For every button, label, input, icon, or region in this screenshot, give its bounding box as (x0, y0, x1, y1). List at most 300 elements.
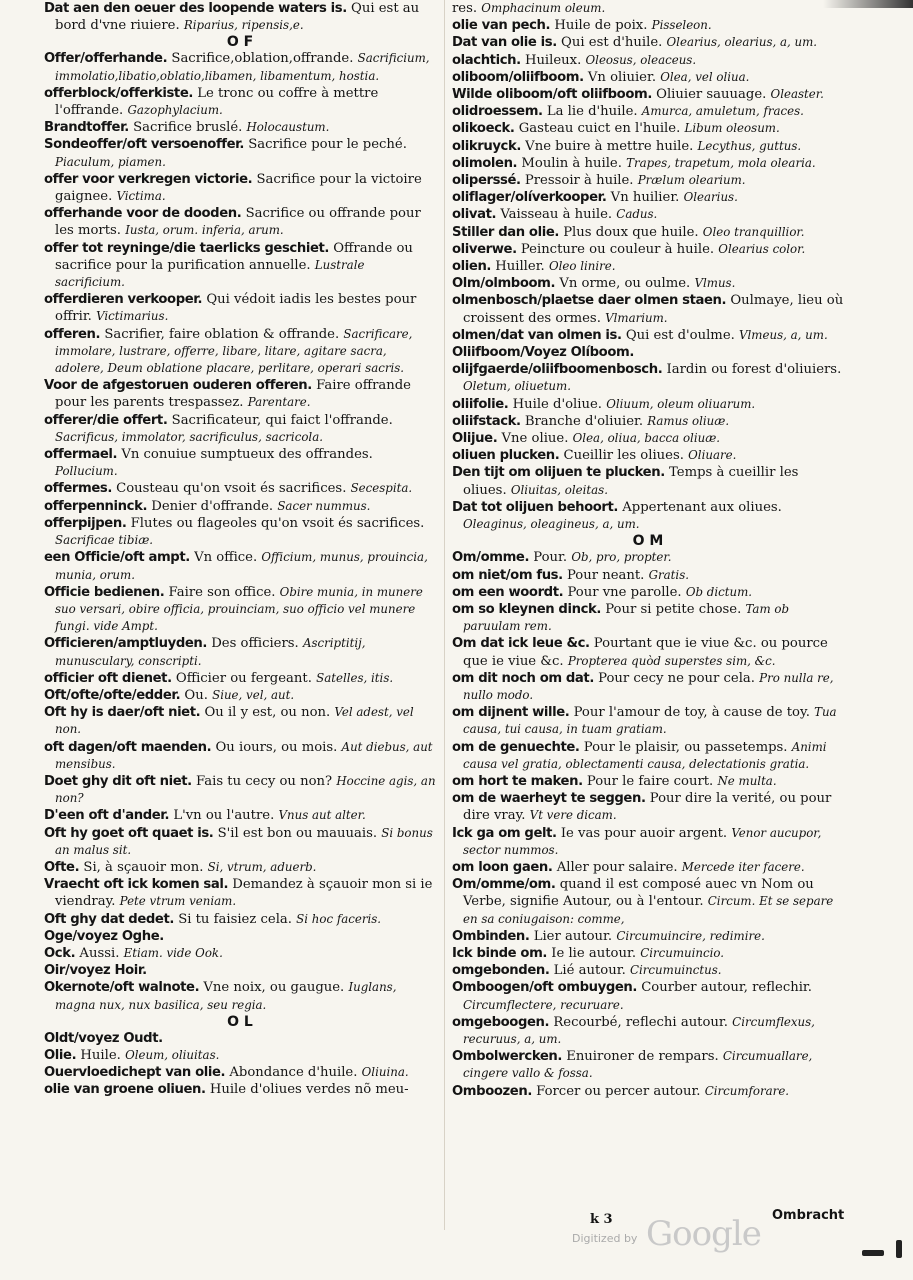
french-gloss: Sacrifice pour le peché. (248, 137, 407, 153)
latin-equivalent: Vel adest, vel non. (55, 705, 414, 737)
french-gloss: Vn oliuier. (587, 69, 657, 85)
latin-equivalent: Ramus oliuæ. (647, 413, 730, 428)
latin-equivalent: Circumforare. (704, 1083, 790, 1098)
headword: Oir/voyez Hoir. (44, 963, 147, 979)
dictionary-entry (44, 171, 436, 205)
dictionary-entry (452, 825, 844, 859)
latin-equivalent: Pollucium. (55, 464, 118, 479)
headword: Vraecht oft ick komen sal. (44, 877, 229, 893)
latin-equivalent: Oliuina. (361, 1065, 409, 1080)
french-gloss: Pour neant. (566, 567, 645, 583)
latin-equivalent: Cadus. (616, 207, 658, 222)
headword: Offer/offerhande. (44, 51, 168, 67)
headword: Oft hy is daer/oft niet. (44, 705, 201, 721)
french-gloss: La lie d'huile. (546, 104, 638, 120)
latin-equivalent: Sacer nummus. (277, 498, 371, 513)
dictionary-entry (44, 635, 436, 669)
french-gloss: Si tu faisiez cela. (178, 911, 292, 927)
latin-equivalent: Victima. (116, 189, 166, 204)
left-column (44, 0, 436, 1099)
latin-equivalent: Omphacinum oleum. (481, 1, 606, 15)
french-gloss: Pour dire la verité, ou pour dire vray. (463, 791, 832, 824)
dictionary-entry (44, 480, 436, 497)
dictionary-entry (44, 807, 436, 824)
headword: Ofte. (44, 859, 80, 875)
latin-equivalent: Circumuallare, cingere vallo & fossa. (463, 1049, 813, 1081)
dictionary-entry (452, 430, 844, 447)
french-gloss: Si, à sçauoir mon. (83, 859, 204, 875)
french-gloss: Huile d'oliues verdes nõ meu- (209, 1082, 409, 1098)
digitized-by-label: Digitized by (572, 1232, 638, 1245)
dictionary-entry (452, 17, 844, 34)
headword: Oft hy goet oft quaet is. (44, 825, 214, 841)
dictionary-entry (452, 52, 844, 69)
dictionary-entry (44, 670, 436, 687)
dictionary-entry (452, 859, 844, 876)
french-gloss: Flutes ou flageoles qu'on vsoit és sacrifices. (130, 515, 425, 531)
headword: Ick binde om. (452, 945, 548, 961)
headword: Omboogen/oft ombuygen. (452, 980, 638, 996)
headword: Ick ga om gelt. (452, 825, 557, 841)
headword: olien. (452, 259, 492, 275)
dictionary-entry (452, 567, 844, 584)
headword: Oge/voyez Oghe. (44, 928, 164, 944)
dictionary-entry (452, 1014, 844, 1048)
headword: oliverwe. (452, 241, 517, 257)
french-gloss: Qui est au bord d'vne riuiere. (55, 1, 420, 34)
french-gloss: S'il est bon ou mauuais. (217, 825, 378, 841)
headword: offerblock/offerkiste. (44, 85, 193, 101)
latin-equivalent: Iuglans, magna nux, nux basilica, seu regia. (55, 980, 397, 1012)
headword: offermael. (44, 447, 118, 463)
latin-equivalent: Riparius, ripensis,e. (183, 18, 304, 33)
headword: om een woordt. (452, 584, 564, 600)
headword: oliuen plucken. (452, 448, 560, 464)
dictionary-entry (452, 704, 844, 738)
dictionary-entry (452, 447, 844, 464)
headword: offerpenninck. (44, 498, 148, 514)
french-gloss: Faire son office. (168, 584, 276, 600)
dictionary-entry (44, 1030, 436, 1047)
dictionary-entry (452, 413, 844, 430)
dictionary-entry (452, 69, 844, 86)
headword: oliboom/oliifboom. (452, 69, 584, 85)
headword: Wilde oliboom/oft oliifboom. (452, 87, 652, 103)
french-gloss: Ie vas pour auoir argent. (560, 825, 728, 841)
section-heading: O L (227, 1013, 253, 1030)
dictionary-entry (44, 687, 436, 704)
latin-equivalent: Ob, pro, propter. (571, 550, 672, 565)
french-gloss: Ou il y est, ou non. (204, 705, 331, 721)
latin-equivalent: Pete vtrum veniam. (119, 894, 237, 909)
french-gloss: Officier ou fergeant. (175, 670, 312, 686)
latin-equivalent: Si, vtrum, aduerb. (207, 859, 317, 874)
french-gloss: Ie lie autour. (551, 945, 637, 961)
latin-equivalent: Ascriptitij, munusculary, conscripti. (55, 636, 366, 668)
headword: Sondeoffer/oft versoenoffer. (44, 137, 245, 153)
headword: Oft/ofte/ofte/edder. (44, 687, 181, 703)
french-gloss: Pour si petite chose. (605, 601, 742, 617)
dictionary-entry (44, 739, 436, 773)
headword: Ombinden. (452, 928, 530, 944)
french-gloss: Pour vne parolle. (567, 584, 682, 600)
dictionary-entry (452, 1048, 844, 1082)
dictionary-entry (44, 498, 436, 515)
french-gloss: Aller pour salaire. (556, 859, 678, 875)
dictionary-entry (452, 155, 844, 172)
headword: olidroessem. (452, 104, 543, 120)
latin-equivalent: Olearius. (683, 190, 738, 205)
french-gloss: Oliuier sauuage. (656, 87, 767, 103)
french-gloss: Sacrificateur, qui faict l'offrande. (171, 412, 393, 428)
french-gloss: Huile d'oliue. (512, 396, 602, 412)
dictionary-entry (44, 962, 436, 979)
dictionary-entry (44, 773, 436, 807)
dictionary-entry (452, 327, 844, 344)
french-gloss: Vaisseau à huile. (500, 207, 613, 223)
headword: Officie bedienen. (44, 584, 165, 600)
latin-equivalent: Trapes, trapetum, mola olearia. (626, 155, 816, 170)
dictionary-entry (44, 825, 436, 859)
latin-equivalent: Circum. Et se separe en sa coniugaison: comme, (463, 894, 834, 926)
french-gloss: Sacrifice,oblation,offrande. (171, 51, 354, 67)
headword: offerer/die offert. (44, 412, 168, 428)
headword: Dat aen den oeuer des loopende waters is. (44, 1, 347, 16)
dictionary-entry (44, 291, 436, 325)
latin-equivalent: Gazophylacium. (127, 103, 223, 118)
french-gloss: Vn conuiue sumptueux des offrandes. (121, 447, 373, 463)
section-heading: O F (226, 34, 254, 51)
headword: Om/omme/om. (452, 877, 556, 893)
latin-equivalent: Lustrale sacrificium. (55, 257, 365, 290)
dictionary-entry (452, 120, 844, 137)
latin-equivalent: Oliuitas, oleitas. (510, 482, 608, 497)
latin-equivalent: Ob dictum. (685, 584, 753, 599)
latin-equivalent: Si hoc faceris. (296, 911, 382, 926)
french-gloss: Pour. (533, 550, 568, 566)
dictionary-entry (44, 85, 436, 119)
latin-equivalent: Pro nulla re, nullo modo. (463, 670, 834, 702)
dictionary-entry (44, 549, 436, 583)
dictionary-entry (452, 172, 844, 189)
french-gloss: Sacrifice ou offrande pour les morts. (55, 206, 421, 239)
latin-equivalent: Circumuincio. (640, 945, 725, 960)
dictionary-entry (452, 739, 844, 773)
headword: om dit noch om dat. (452, 670, 594, 686)
headword: Olm/olmboom. (452, 276, 556, 292)
french-gloss: Demandez à sçauoir mon si ie viendray. (55, 877, 433, 910)
dictionary-entry (44, 911, 436, 928)
french-gloss: Fais tu cecy ou non? (195, 773, 333, 789)
headword: Oliifboom/Voyez Olíboom. (452, 345, 634, 361)
french-gloss: Gasteau cuict en l'huile. (518, 121, 681, 137)
dictionary-entry (452, 292, 844, 326)
headword: offer voor verkregen victorie. (44, 171, 253, 187)
dictionary-entry (452, 103, 844, 120)
dictionary-entry (452, 499, 844, 533)
dictionary-entry (44, 979, 436, 1013)
dictionary-entry (452, 1083, 844, 1100)
latin-equivalent: Piaculum, piamen. (55, 154, 166, 169)
french-gloss: Ou iours, ou mois. (215, 739, 338, 755)
headword: Doet ghy dit oft niet. (44, 773, 192, 789)
french-gloss: Le tronc ou coffre à mettre l'offrande. (55, 85, 379, 119)
french-gloss: Ou. (184, 687, 208, 703)
headword: olijfgaerde/oliifboomenbosch. (452, 362, 663, 378)
dictionary-entry (44, 446, 436, 480)
latin-equivalent: Circumuinctus. (629, 963, 722, 978)
dictionary-entry (452, 945, 844, 962)
headword: Om/omme. (452, 550, 530, 566)
headword: Officieren/amptluyden. (44, 636, 208, 652)
french-gloss: Pressoir à huile. (524, 173, 634, 189)
french-gloss: Vn orme, ou oulme. (559, 276, 691, 292)
latin-equivalent: Pisseleon. (651, 18, 712, 33)
latin-equivalent: Oleo tranquillior. (702, 224, 805, 239)
headword: offermes. (44, 481, 112, 497)
french-gloss: Faire offrande pour les parents trespassez. (55, 378, 411, 411)
headword: olmenbosch/plaetse daer olmen staen. (452, 293, 727, 309)
dictionary-entry (452, 979, 844, 1013)
headword: oliflager/olíverkooper. (452, 190, 607, 206)
latin-equivalent: Olea, vel oliua. (660, 69, 750, 84)
headword: olie van pech. (452, 18, 551, 34)
headword: Olijue. (452, 431, 498, 447)
french-gloss: Branche d'oliuier. (524, 413, 644, 429)
french-gloss: Cousteau qu'on vsoit és sacrifices. (116, 481, 347, 497)
french-gloss: Sacrifice bruslé. (133, 120, 243, 136)
latin-equivalent: Venor aucupor, sector nummos. (463, 825, 822, 857)
french-gloss: Sacrifice pour la victoire gaignee. (55, 171, 422, 205)
latin-equivalent: Olea, oliua, bacca oliuæ. (572, 431, 721, 446)
headword: Dat tot olijuen behoort. (452, 499, 619, 515)
latin-equivalent: Oletum, oliuetum. (463, 379, 571, 394)
dictionary-entry (452, 206, 844, 223)
latin-equivalent: Oleaster. (770, 87, 824, 102)
french-gloss: Qui védoit iadis les bestes pour offrir. (55, 292, 417, 325)
dictionary-entry (452, 344, 844, 361)
latin-equivalent: Aut diebus, aut mensibus. (55, 739, 433, 771)
ink-speck (862, 1250, 884, 1256)
google-watermark: Google (646, 1214, 761, 1254)
headword: om de waerheyt te seggen. (452, 791, 646, 807)
dictionary-entry (44, 377, 436, 411)
french-gloss: Vne buire à mettre huile. (525, 138, 694, 154)
french-gloss: Vn office. (194, 550, 258, 566)
french-gloss: Denier d'offrande. (151, 498, 274, 514)
headword: oliifolie. (452, 396, 509, 412)
dictionary-entry (44, 945, 436, 962)
headword: officier oft dienet. (44, 670, 172, 686)
latin-equivalent: Animi causa vel gratia, oblectamenti causa, delectationis gratia. (463, 739, 827, 771)
french-gloss: res. (452, 1, 478, 16)
dictionary-entry (452, 138, 844, 155)
headword: Dat van olie is. (452, 35, 557, 51)
dictionary-entry (452, 464, 844, 498)
french-gloss: Offrande ou sacrifice pour la purification annuelle. (55, 240, 413, 273)
dictionary-entry (452, 635, 844, 669)
french-gloss: Vn huilier. (610, 190, 680, 206)
dictionary-entry (452, 361, 844, 395)
dictionary-entry (44, 584, 436, 636)
latin-equivalent: Prælum olearium. (637, 173, 746, 188)
headword: olmen/dat van olmen is. (452, 327, 622, 343)
latin-equivalent: Circumflexus, recuruus, a, um. (463, 1014, 815, 1046)
headword: om loon gaen. (452, 859, 553, 875)
latin-equivalent: Oleum, oliuitas. (125, 1047, 220, 1062)
right-column (452, 0, 844, 1100)
latin-equivalent: Oleosus, oleaceus. (585, 52, 697, 67)
headword: offerpijpen. (44, 515, 127, 531)
dictionary-entry (452, 790, 844, 824)
headword: Voor de afgestoruen ouderen offeren. (44, 378, 312, 394)
dictionary-entry (44, 1047, 436, 1064)
latin-equivalent: Tam ob paruulam rem. (463, 601, 790, 634)
headword: oliperssé. (452, 173, 521, 189)
latin-equivalent: Holocaustum. (246, 120, 330, 135)
dictionary-entry (44, 704, 436, 738)
french-gloss: Moulin à huile. (521, 155, 622, 171)
headword: om so kleynen dinck. (452, 601, 601, 617)
headword: offerdieren verkooper. (44, 292, 203, 308)
headword: oft dagen/oft maenden. (44, 739, 212, 755)
french-gloss: Recourbé, reflechi autour. (553, 1014, 728, 1030)
dictionary-entry (452, 86, 844, 103)
latin-equivalent: Sacrificus, immolator, sacrificulus, sacricola. (55, 429, 323, 444)
headword: olikruyck. (452, 138, 521, 154)
latin-equivalent: Circumuincire, redimire. (616, 928, 765, 943)
dictionary-entry (452, 224, 844, 241)
latin-equivalent: Obire munia, in munere suo versari, obire officia, prouinciam, suo officio vel munere fungi. vide Ampt. (55, 584, 423, 634)
french-gloss: Oulmaye, lieu où croissent des ormes. (463, 293, 844, 326)
dictionary-entry (452, 876, 844, 928)
dictionary-entry (44, 119, 436, 136)
headword: om dijnent wille. (452, 705, 570, 721)
headword: een Officie/oft ampt. (44, 550, 190, 566)
headword: Stiller dan olie. (452, 224, 559, 240)
latin-equivalent: Sacrificium, immolatio,libatio,oblatio,libamen, libamentum, hostia. (55, 51, 430, 83)
dictionary-entry (452, 396, 844, 413)
latin-equivalent: Oliuum, oleum oliuarum. (606, 396, 756, 411)
headword: om hort te maken. (452, 773, 583, 789)
dictionary-entry (452, 962, 844, 979)
section-heading: O M (632, 533, 664, 550)
signature-mark: k 3 (590, 1212, 613, 1227)
headword: olachtich. (452, 52, 521, 68)
dictionary-entry (44, 205, 436, 239)
french-gloss: L'vn ou l'autre. (173, 808, 275, 824)
latin-equivalent: Olearius color. (718, 241, 806, 256)
french-gloss: Huile de poix. (554, 18, 648, 34)
french-gloss: Huiller. (495, 259, 545, 275)
dictionary-entry (44, 515, 436, 549)
french-gloss: Plus doux que huile. (563, 224, 699, 240)
headword: olivat. (452, 207, 497, 223)
latin-equivalent: Ne multa. (717, 773, 777, 788)
french-gloss: Peincture ou couleur à huile. (520, 241, 715, 257)
french-gloss: Iardin ou forest d'oliuiers. (666, 362, 842, 378)
headword: Ombolwercken. (452, 1049, 562, 1065)
headword: omgeboogen. (452, 1014, 550, 1030)
catchword: Ombracht (772, 1208, 845, 1223)
french-gloss: Lié autour. (553, 963, 626, 979)
dictionary-entry (452, 549, 844, 566)
column-gutter (444, 0, 445, 1230)
latin-equivalent: Lecythus, guttus. (697, 138, 802, 153)
headword: oliifstack. (452, 413, 521, 429)
dictionary-entry (44, 240, 436, 292)
headword: om de genuechte. (452, 739, 580, 755)
dictionary-entry (44, 1064, 436, 1081)
headword: Ouervloedichept van olie. (44, 1065, 226, 1081)
dictionary-entry (452, 601, 844, 635)
french-gloss: quand il est composé auec vn Nom ou Verbe, signifie Autour, ou à l'entour. (463, 877, 814, 910)
headword: Ock. (44, 945, 76, 961)
french-gloss: Aussi. (79, 945, 120, 961)
latin-equivalent: Propterea quòd superstes sim, &c. (567, 653, 776, 668)
french-gloss: Cueillir les oliues. (563, 448, 684, 464)
french-gloss: Vne noix, ou gaugue. (203, 980, 345, 996)
french-gloss: Enuironer de rempars. (566, 1049, 719, 1065)
headword: Omboozen. (452, 1083, 532, 1099)
latin-equivalent: Siue, vel, aut. (212, 687, 295, 702)
french-gloss: Vne oliue. (501, 431, 569, 447)
dictionary-entry (452, 241, 844, 258)
latin-equivalent: Secespita. (350, 481, 413, 496)
dictionary-entry (44, 876, 436, 910)
french-gloss: Abondance d'huile. (229, 1065, 358, 1081)
latin-equivalent: Vlmarium. (605, 310, 668, 325)
dictionary-entry (452, 34, 844, 51)
french-gloss: Huile. (80, 1047, 121, 1063)
ink-speck (896, 1240, 902, 1258)
latin-equivalent: Etiam. vide Ook. (123, 945, 223, 960)
latin-equivalent: Libum oleosum. (684, 121, 780, 136)
french-gloss: Appertenant aux oliues. (622, 499, 782, 515)
latin-equivalent: Vlmeus, a, um. (739, 327, 828, 342)
latin-equivalent: Oleo linire. (548, 259, 616, 274)
headword: D'een oft d'ander. (44, 808, 170, 824)
latin-equivalent: Satelles, itis. (316, 670, 394, 685)
dictionary-entry (452, 189, 844, 206)
dictionary-entry (44, 0, 436, 34)
dictionary-entry (452, 584, 844, 601)
headword: omgebonden. (452, 963, 550, 979)
latin-equivalent: Iusta, orum. inferia, arum. (125, 223, 284, 238)
french-gloss: Des officiers. (211, 636, 299, 652)
latin-equivalent: Hoccine agis, an non? (55, 773, 436, 806)
headword: offeren. (44, 326, 101, 342)
latin-equivalent: Gratis. (648, 567, 689, 582)
french-gloss: Forcer ou percer autour. (536, 1083, 701, 1099)
headword: Okernote/oft walnote. (44, 980, 200, 996)
french-gloss: Huileux. (524, 52, 582, 68)
headword: olimolen. (452, 155, 518, 171)
french-gloss: Pour l'amour de toy, à cause de toy. (573, 705, 810, 721)
latin-equivalent: Officium, munus, prouincia, munia, orum. (55, 550, 428, 582)
latin-equivalent: Tua causa, tui causa, in tuam gratiam. (463, 705, 837, 737)
latin-equivalent: Olearius, olearius, a, um. (666, 35, 818, 50)
latin-equivalent: Sacrificare, immolare, lustrare, offerre, libare, litare, agitare sacra, adolere, Deum oblatione placare, perlitare, operari sacris. (55, 326, 413, 376)
latin-equivalent: Victimarius. (96, 309, 169, 324)
latin-equivalent: Amurca, amuletum, fraces. (641, 104, 804, 119)
headword: om niet/om fus. (452, 567, 563, 583)
dictionary-entry (44, 1081, 436, 1098)
dictionary-entry (44, 412, 436, 446)
headword: Den tijt om olijuen te plucken. (452, 465, 665, 481)
french-gloss: Pour le faire court. (586, 773, 714, 789)
latin-equivalent: Circumflectere, recuruare. (463, 997, 624, 1012)
